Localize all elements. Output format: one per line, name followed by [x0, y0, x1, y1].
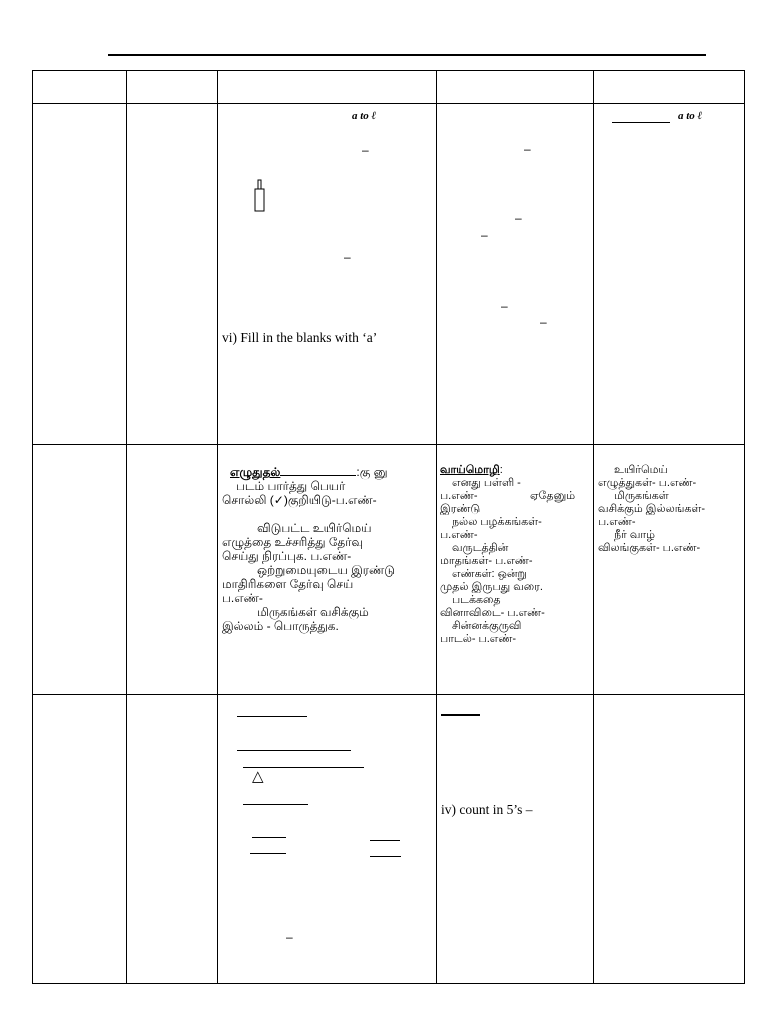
dash-mark: – [540, 315, 547, 329]
activity-text: எழுத்துகள்- ப.எண்- [598, 477, 697, 489]
activity-text: விடுபட்ட உயிர்மெய் [257, 521, 372, 535]
dash-mark: – [344, 250, 351, 264]
column-divider-2 [217, 70, 218, 984]
activity-text: உயிர்மெய் [614, 464, 668, 476]
triangle-icon: △ [252, 768, 264, 785]
range-label: a to ℓ [352, 110, 377, 122]
activity-text: சின்னக்குருவி [452, 620, 522, 632]
bottle-icon [250, 178, 270, 214]
activity-text: ப.எண்- [440, 490, 478, 502]
range-label: a to ℓ [678, 110, 703, 122]
activity-text: மாதங்கள்- ப.எண்- [440, 555, 533, 567]
activity-text: ஏதேனும் [530, 490, 576, 502]
oral-section-title: வாய்மொழி: [440, 464, 503, 476]
activity-text: வருடத்தின் [452, 542, 509, 554]
row-divider-1 [32, 444, 745, 445]
activity-text: முதல் இருபது வரை. [440, 581, 543, 593]
blank-line [237, 750, 351, 751]
activity-text: படக்கதை [452, 594, 501, 606]
dash-mark: – [524, 142, 531, 156]
activity-text: சொல்லி (✓)குறியிடு-ப.எண்- [222, 493, 377, 507]
blank-line [237, 716, 307, 717]
fill-in-blanks-instruction: vi) Fill in the blanks with ‘a’ [222, 330, 378, 345]
activity-text: பாடல்- ப.எண்- [440, 633, 517, 645]
row-divider-2 [32, 694, 745, 695]
activity-text: ப.எண்- [222, 591, 263, 605]
dash-mark: – [515, 211, 522, 225]
writing-label: எழுதுதல் [230, 465, 281, 479]
dash-mark: – [501, 299, 508, 313]
column-divider-4 [593, 70, 594, 984]
writing-section: எழுதுதல் :கு னு [230, 465, 388, 479]
activity-text: எண்கள்: ஒன்று [452, 568, 527, 580]
activity-text: மாதிரிகளை தேர்வு செய் [222, 577, 354, 591]
blank-line [252, 837, 286, 838]
activity-text: ப.எண்- [598, 516, 636, 528]
blank-line [250, 853, 286, 854]
activity-text: இல்லம் - பொருத்துக. [222, 619, 339, 633]
blank-line [370, 840, 400, 841]
activity-text: எழுத்தை உச்சரித்து தேர்வு [222, 535, 363, 549]
count-in-fives-task: iv) count in 5’s – [441, 802, 533, 817]
activity-text: நல்ல பழக்கங்கள்- [452, 516, 542, 528]
activity-text: நீர் வாழ் [614, 529, 655, 541]
activity-text: வினாவிடை- ப.எண்- [440, 607, 545, 619]
blank-line [370, 856, 401, 857]
activity-text: விலங்குகள்- ப.எண்- [598, 542, 701, 554]
dash-mark: – [481, 228, 488, 242]
dash-mark: – [286, 930, 293, 944]
lesson-plan-table [32, 70, 745, 984]
oral-label: வாய்மொழி [440, 464, 500, 476]
blank-line [280, 465, 356, 476]
activity-text: செய்து நிரப்புக. ப.எண்- [222, 549, 352, 563]
activity-text: ப.எண்- [440, 529, 478, 541]
column-divider-3 [436, 70, 437, 984]
blank-line [243, 804, 308, 805]
activity-text: மிருகங்கள் [614, 490, 669, 502]
dash-mark: – [362, 143, 369, 157]
activity-text: ஒற்றுமையுடைய இரண்டு [257, 563, 395, 577]
activity-text: மிருகங்கள் வசிக்கும் [257, 605, 369, 619]
activity-text: படம் பார்த்து பெயர் [236, 479, 346, 493]
header-rule [108, 54, 706, 56]
blank-line [612, 122, 670, 123]
activity-text: வசிக்கும் இல்லங்கள்- [598, 503, 706, 515]
row-divider-header [32, 103, 745, 104]
activity-text: இரண்டு [440, 503, 481, 515]
activity-text: எனது பள்ளி - [452, 477, 521, 489]
column-divider-1 [126, 70, 127, 984]
blank-line [441, 714, 480, 716]
